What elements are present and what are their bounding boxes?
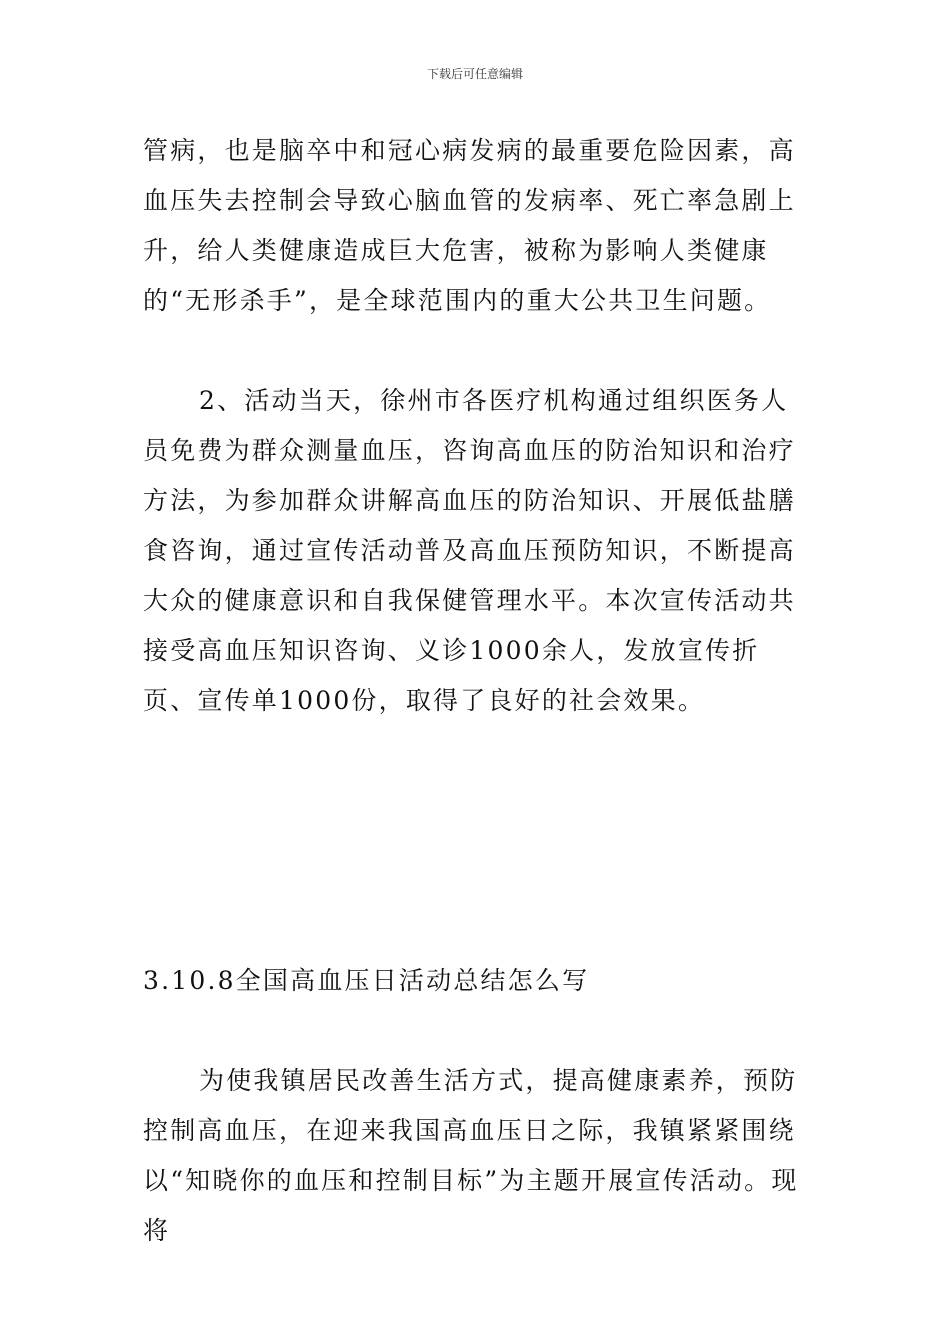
paragraph-intro: 为使我镇居民改善生活方式，提高健康素养，预防控制高血压，在迎来我国高血压日之际，我镇紧紧围绕以“知晓你的血压和控制目标”为主题开展宣传活动。现将 bbox=[143, 1066, 799, 1245]
page-header: 下载后可任意编辑 bbox=[426, 67, 523, 81]
paragraph-activity-day: 2、活动当天，徐州市各医疗机构通过组织医务人员免费为群众测量血压，咨询高血压的防治知识和治疗方法，为参加群众讲解高血压的防治知识、开展低盐膳食咨询，通过宣传活动普及高血压预防知识，不断提高大众的健康意识和自我保健管理水平。本次宣传活动共接受高血压知识咨询、义诊1000余人，发放宣传折页、宣传单1000份，取得了良好的社会效果。 bbox=[143, 386, 796, 715]
paragraph-continuation: 管病，也是脑卒中和冠心病发病的最重要危险因素，高血压失去控制会导致心脑血管的发病率、死亡率急剧上升，给人类健康造成巨大危害，被称为影响人类健康的“无形杀手”，是全球范围内的重大公共卫生问题。 bbox=[143, 136, 796, 315]
section-heading: 3.10.8全国高血压日活动总结怎么写 bbox=[143, 966, 590, 995]
document-body bbox=[143, 126, 808, 1256]
